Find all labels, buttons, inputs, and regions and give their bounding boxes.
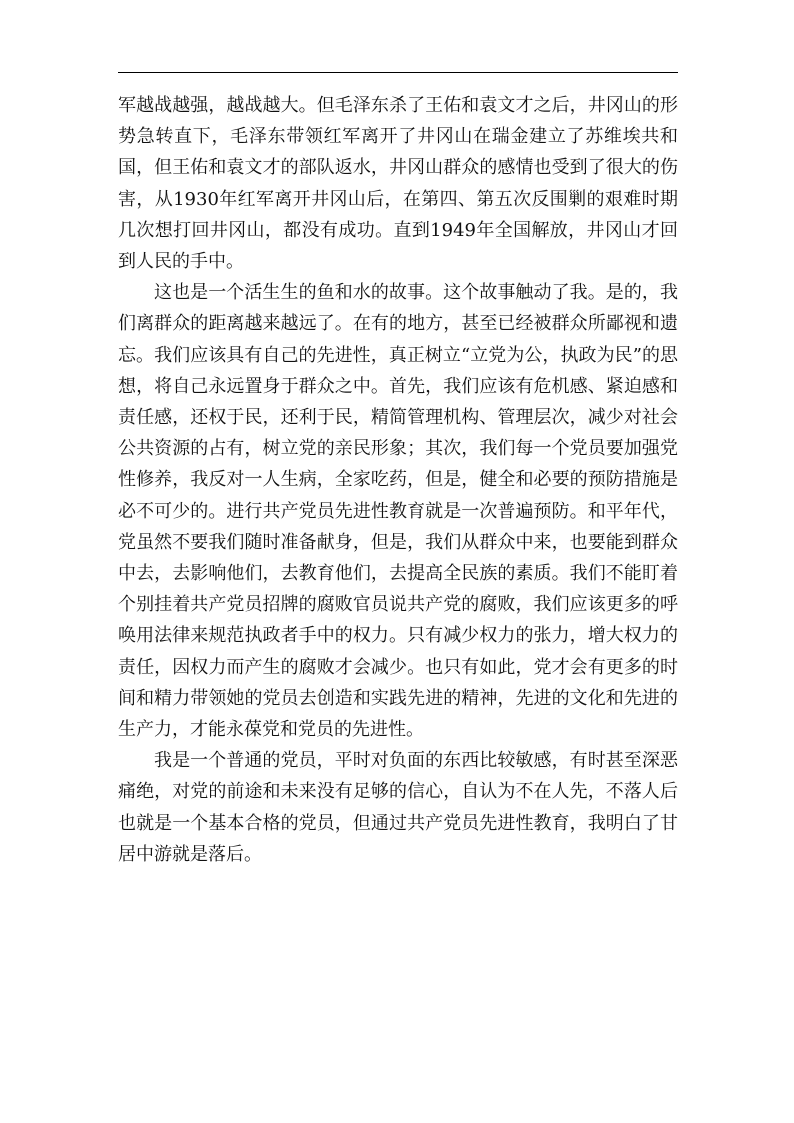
paragraph-continued: 军越战越强，越战越大。但毛泽东杀了王佑和袁文才之后，井冈山的形势急转直下，毛泽东带领红军离开了井冈山在瑞金建立了苏维埃共和国，但王佑和袁文才的部队返水，井冈山群众的感情也受到了很大的伤害，从1930年红军离开井冈山后，在第四、第五次反围剿的艰难时期几次想打回井冈山，都没有成功。直到1949年全国解放，井冈山才回到人民的手中。 [118, 95, 678, 273]
paragraph-fish-and-water: 这也是一个活生生的鱼和水的故事。这个故事触动了我。是的，我们离群众的距离越来越远了。在有的地方，甚至已经被群众所鄙视和遗忘。我们应该具有自己的先进性，真正树立“立党为公，执政为民”的思想，将自己永远置身于群众之中。首先，我们应该有危机感、紧迫感和责任感，还权于民，还利于民，精简管理机构、管理层次，减少对社会公共资源的占有，树立党的亲民形象；其次，我们每一个党员要加强党性修养，我反对一人生病，全家吃药，但是，健全和必要的预防措施是必不可少的。进行共产党员先进性教育就是一次普遍预防。和平年代，党虽然不要我们随时准备献身，但是，我们从群众中来，也要能到群众中去，去影响他们，去教育他们，去提高全民族的素质。我们不能盯着个别挂着共产党员招牌的腐败官员说共产党的腐败，我们应该更多的呼唤用法律来规范执政者手中的权力。只有减少权力的张力，增大权力的责任，因权力而产生的腐败才会减少。也只有如此，党才会有更多的时间和精力带领她的党员去创造和实践先进的精神，先进的文化和先进的生产力，才能永葆党和党员的先进性。 [118, 282, 678, 741]
header-rule [118, 72, 678, 73]
body-text [118, 90, 678, 870]
paragraph-ordinary-member: 我是一个普通的党员，平时对负面的东西比较敏感，有时甚至深恶痛绝，对党的前途和未来没有足够的信心，自认为不在人先，不落人后也就是一个基本合格的党员，但通过共产党员先进性教育，我明白了甘居中游就是落后。 [118, 750, 678, 865]
